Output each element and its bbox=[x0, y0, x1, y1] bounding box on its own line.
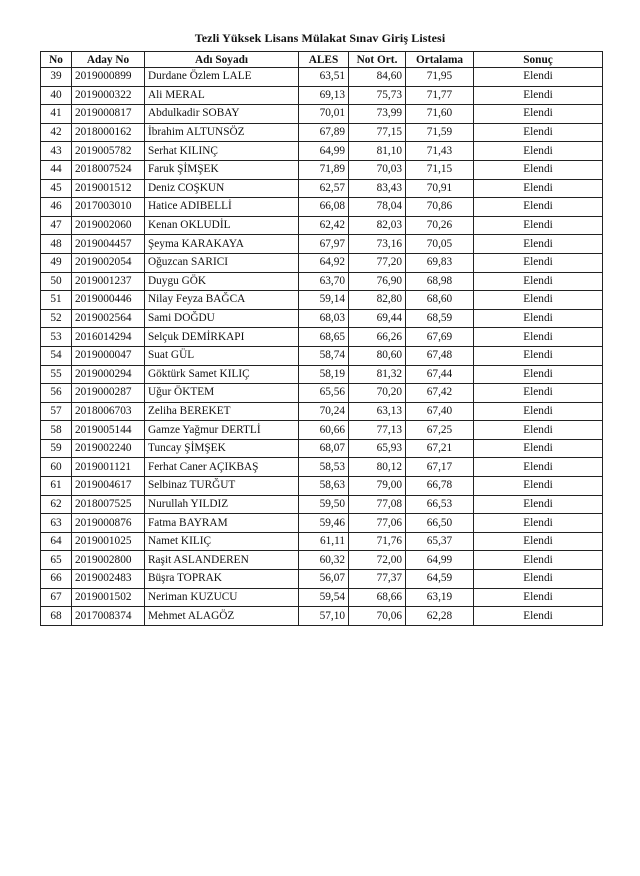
cell-name: Duygu GÖK bbox=[145, 272, 299, 291]
cell-no: 46 bbox=[41, 198, 72, 217]
cell-no: 41 bbox=[41, 105, 72, 124]
cell-no: 59 bbox=[41, 439, 72, 458]
cell-ortalama: 66,78 bbox=[406, 477, 474, 496]
cell-sonuc: Elendi bbox=[474, 291, 603, 310]
cell-no: 49 bbox=[41, 253, 72, 272]
cell-no: 42 bbox=[41, 123, 72, 142]
cell-aday-no: 2019004457 bbox=[72, 235, 145, 254]
cell-aday-no: 2019005782 bbox=[72, 142, 145, 161]
cell-ales: 58,63 bbox=[299, 477, 349, 496]
cell-aday-no: 2016014294 bbox=[72, 328, 145, 347]
cell-sonuc: Elendi bbox=[474, 198, 603, 217]
table-row bbox=[41, 458, 603, 477]
cell-no: 47 bbox=[41, 216, 72, 235]
cell-ortalama: 66,50 bbox=[406, 514, 474, 533]
column-header-ortalama: Ortalama bbox=[406, 52, 474, 68]
column-header-name: Adı Soyadı bbox=[145, 52, 299, 68]
cell-aday-no: 2019002800 bbox=[72, 551, 145, 570]
cell-name: Nilay Feyza BAĞCA bbox=[145, 291, 299, 310]
cell-no: 54 bbox=[41, 346, 72, 365]
cell-no: 60 bbox=[41, 458, 72, 477]
column-header-sonuc: Sonuç bbox=[474, 52, 603, 68]
cell-name: Tuncay ŞİMŞEK bbox=[145, 439, 299, 458]
cell-aday-no: 2019002564 bbox=[72, 309, 145, 328]
cell-sonuc: Elendi bbox=[474, 365, 603, 384]
cell-not-ort: 70,03 bbox=[349, 160, 406, 179]
column-header-ales: ALES bbox=[299, 52, 349, 68]
cell-sonuc: Elendi bbox=[474, 607, 603, 626]
cell-ales: 59,14 bbox=[299, 291, 349, 310]
cell-not-ort: 78,04 bbox=[349, 198, 406, 217]
cell-aday-no: 2017008374 bbox=[72, 607, 145, 626]
cell-name: Durdane Özlem LALE bbox=[145, 68, 299, 87]
table-row bbox=[41, 346, 603, 365]
cell-no: 68 bbox=[41, 607, 72, 626]
cell-no: 56 bbox=[41, 384, 72, 403]
cell-not-ort: 68,66 bbox=[349, 588, 406, 607]
cell-aday-no: 2019002060 bbox=[72, 216, 145, 235]
cell-ortalama: 66,53 bbox=[406, 495, 474, 514]
table-row bbox=[41, 365, 603, 384]
cell-sonuc: Elendi bbox=[474, 309, 603, 328]
cell-name: Mehmet ALAGÖZ bbox=[145, 607, 299, 626]
table-row bbox=[41, 495, 603, 514]
table-row bbox=[41, 123, 603, 142]
cell-sonuc: Elendi bbox=[474, 216, 603, 235]
cell-aday-no: 2019001512 bbox=[72, 179, 145, 198]
cell-ales: 70,01 bbox=[299, 105, 349, 124]
cell-sonuc: Elendi bbox=[474, 495, 603, 514]
cell-ortalama: 62,28 bbox=[406, 607, 474, 626]
cell-not-ort: 77,08 bbox=[349, 495, 406, 514]
cell-ortalama: 67,21 bbox=[406, 439, 474, 458]
cell-ortalama: 70,05 bbox=[406, 235, 474, 254]
cell-no: 43 bbox=[41, 142, 72, 161]
cell-ortalama: 67,25 bbox=[406, 421, 474, 440]
cell-sonuc: Elendi bbox=[474, 532, 603, 551]
cell-not-ort: 77,13 bbox=[349, 421, 406, 440]
cell-ales: 69,13 bbox=[299, 86, 349, 105]
table-row bbox=[41, 514, 603, 533]
cell-not-ort: 82,03 bbox=[349, 216, 406, 235]
cell-ales: 66,08 bbox=[299, 198, 349, 217]
cell-name: Kenan OKLUDİL bbox=[145, 216, 299, 235]
cell-ales: 60,66 bbox=[299, 421, 349, 440]
cell-not-ort: 72,00 bbox=[349, 551, 406, 570]
cell-no: 44 bbox=[41, 160, 72, 179]
cell-aday-no: 2019000876 bbox=[72, 514, 145, 533]
cell-aday-no: 2019002054 bbox=[72, 253, 145, 272]
cell-name: Abdulkadir SOBAY bbox=[145, 105, 299, 124]
table-row bbox=[41, 607, 603, 626]
cell-ales: 64,92 bbox=[299, 253, 349, 272]
cell-name: Deniz COŞKUN bbox=[145, 179, 299, 198]
cell-name: Faruk ŞİMŞEK bbox=[145, 160, 299, 179]
cell-no: 53 bbox=[41, 328, 72, 347]
table-row bbox=[41, 216, 603, 235]
cell-aday-no: 2018007524 bbox=[72, 160, 145, 179]
cell-name: Şeyma KARAKAYA bbox=[145, 235, 299, 254]
cell-name: Selçuk DEMİRKAPI bbox=[145, 328, 299, 347]
cell-name: Göktürk Samet KILIÇ bbox=[145, 365, 299, 384]
cell-not-ort: 70,06 bbox=[349, 607, 406, 626]
cell-ortalama: 67,40 bbox=[406, 402, 474, 421]
cell-name: Ferhat Caner AÇIKBAŞ bbox=[145, 458, 299, 477]
cell-ortalama: 70,86 bbox=[406, 198, 474, 217]
table-row bbox=[41, 142, 603, 161]
cell-name: Neriman KUZUCU bbox=[145, 588, 299, 607]
cell-not-ort: 81,10 bbox=[349, 142, 406, 161]
cell-ales: 68,07 bbox=[299, 439, 349, 458]
cell-no: 64 bbox=[41, 532, 72, 551]
cell-ortalama: 71,95 bbox=[406, 68, 474, 87]
cell-ortalama: 63,19 bbox=[406, 588, 474, 607]
table-row bbox=[41, 384, 603, 403]
cell-not-ort: 79,00 bbox=[349, 477, 406, 496]
cell-sonuc: Elendi bbox=[474, 179, 603, 198]
table-row bbox=[41, 86, 603, 105]
cell-not-ort: 80,60 bbox=[349, 346, 406, 365]
cell-ales: 61,11 bbox=[299, 532, 349, 551]
cell-aday-no: 2019001237 bbox=[72, 272, 145, 291]
cell-not-ort: 81,32 bbox=[349, 365, 406, 384]
cell-name: Oğuzcan SARICI bbox=[145, 253, 299, 272]
cell-ales: 70,24 bbox=[299, 402, 349, 421]
table-row bbox=[41, 551, 603, 570]
cell-sonuc: Elendi bbox=[474, 588, 603, 607]
cell-ales: 60,32 bbox=[299, 551, 349, 570]
cell-not-ort: 82,80 bbox=[349, 291, 406, 310]
cell-name: Selbinaz TURĞUT bbox=[145, 477, 299, 496]
table-row bbox=[41, 570, 603, 589]
table-row bbox=[41, 272, 603, 291]
table-row bbox=[41, 477, 603, 496]
cell-ortalama: 65,37 bbox=[406, 532, 474, 551]
table-row bbox=[41, 588, 603, 607]
cell-ortalama: 71,43 bbox=[406, 142, 474, 161]
table-body bbox=[41, 68, 603, 626]
cell-aday-no: 2019000817 bbox=[72, 105, 145, 124]
cell-no: 48 bbox=[41, 235, 72, 254]
cell-sonuc: Elendi bbox=[474, 384, 603, 403]
table-row bbox=[41, 439, 603, 458]
cell-ortalama: 71,15 bbox=[406, 160, 474, 179]
cell-no: 61 bbox=[41, 477, 72, 496]
cell-aday-no: 2019000047 bbox=[72, 346, 145, 365]
cell-name: Namet KILIÇ bbox=[145, 532, 299, 551]
cell-sonuc: Elendi bbox=[474, 123, 603, 142]
cell-ortalama: 68,98 bbox=[406, 272, 474, 291]
cell-no: 51 bbox=[41, 291, 72, 310]
cell-ales: 67,97 bbox=[299, 235, 349, 254]
cell-aday-no: 2019001025 bbox=[72, 532, 145, 551]
cell-ortalama: 69,83 bbox=[406, 253, 474, 272]
cell-not-ort: 66,26 bbox=[349, 328, 406, 347]
cell-name: Sami DOĞDU bbox=[145, 309, 299, 328]
cell-no: 58 bbox=[41, 421, 72, 440]
cell-name: Gamze Yağmur DERTLİ bbox=[145, 421, 299, 440]
cell-ales: 58,74 bbox=[299, 346, 349, 365]
cell-ales: 63,51 bbox=[299, 68, 349, 87]
cell-sonuc: Elendi bbox=[474, 272, 603, 291]
cell-ortalama: 70,26 bbox=[406, 216, 474, 235]
cell-not-ort: 71,76 bbox=[349, 532, 406, 551]
results-table bbox=[40, 51, 603, 626]
cell-no: 45 bbox=[41, 179, 72, 198]
column-header-no: No bbox=[41, 52, 72, 68]
cell-no: 55 bbox=[41, 365, 72, 384]
cell-name: Nurullah YILDIZ bbox=[145, 495, 299, 514]
cell-not-ort: 80,12 bbox=[349, 458, 406, 477]
table-row bbox=[41, 291, 603, 310]
cell-aday-no: 2018007525 bbox=[72, 495, 145, 514]
cell-no: 40 bbox=[41, 86, 72, 105]
cell-sonuc: Elendi bbox=[474, 570, 603, 589]
cell-not-ort: 65,93 bbox=[349, 439, 406, 458]
table-row bbox=[41, 68, 603, 87]
table-row bbox=[41, 179, 603, 198]
cell-not-ort: 73,99 bbox=[349, 105, 406, 124]
cell-not-ort: 83,43 bbox=[349, 179, 406, 198]
cell-ortalama: 71,60 bbox=[406, 105, 474, 124]
cell-aday-no: 2017003010 bbox=[72, 198, 145, 217]
cell-no: 62 bbox=[41, 495, 72, 514]
cell-sonuc: Elendi bbox=[474, 439, 603, 458]
cell-sonuc: Elendi bbox=[474, 421, 603, 440]
cell-not-ort: 77,06 bbox=[349, 514, 406, 533]
cell-aday-no: 2019004617 bbox=[72, 477, 145, 496]
cell-ales: 62,57 bbox=[299, 179, 349, 198]
cell-ortalama: 70,91 bbox=[406, 179, 474, 198]
cell-ortalama: 67,69 bbox=[406, 328, 474, 347]
cell-not-ort: 70,20 bbox=[349, 384, 406, 403]
cell-sonuc: Elendi bbox=[474, 328, 603, 347]
table-row bbox=[41, 328, 603, 347]
cell-aday-no: 2018006703 bbox=[72, 402, 145, 421]
cell-ales: 59,46 bbox=[299, 514, 349, 533]
cell-no: 65 bbox=[41, 551, 72, 570]
cell-name: Raşit ASLANDEREN bbox=[145, 551, 299, 570]
cell-name: Suat GÜL bbox=[145, 346, 299, 365]
cell-aday-no: 2019000287 bbox=[72, 384, 145, 403]
cell-aday-no: 2019000322 bbox=[72, 86, 145, 105]
cell-name: Serhat KILINÇ bbox=[145, 142, 299, 161]
cell-ortalama: 71,77 bbox=[406, 86, 474, 105]
cell-no: 67 bbox=[41, 588, 72, 607]
cell-ales: 57,10 bbox=[299, 607, 349, 626]
cell-ales: 58,53 bbox=[299, 458, 349, 477]
cell-no: 63 bbox=[41, 514, 72, 533]
cell-ales: 62,42 bbox=[299, 216, 349, 235]
cell-sonuc: Elendi bbox=[474, 514, 603, 533]
cell-ales: 68,03 bbox=[299, 309, 349, 328]
cell-ales: 63,70 bbox=[299, 272, 349, 291]
page-title: Tezli Yüksek Lisans Mülakat Sınav Giriş Listesi bbox=[194, 31, 446, 45]
cell-sonuc: Elendi bbox=[474, 458, 603, 477]
cell-aday-no: 2019005144 bbox=[72, 421, 145, 440]
cell-not-ort: 77,15 bbox=[349, 123, 406, 142]
cell-sonuc: Elendi bbox=[474, 142, 603, 161]
cell-sonuc: Elendi bbox=[474, 551, 603, 570]
column-header-aday-no: Aday No bbox=[72, 52, 145, 68]
cell-name: İbrahim ALTUNSÖZ bbox=[145, 123, 299, 142]
cell-aday-no: 2019002483 bbox=[72, 570, 145, 589]
cell-ales: 71,89 bbox=[299, 160, 349, 179]
cell-not-ort: 76,90 bbox=[349, 272, 406, 291]
cell-ales: 67,89 bbox=[299, 123, 349, 142]
cell-no: 50 bbox=[41, 272, 72, 291]
cell-not-ort: 73,16 bbox=[349, 235, 406, 254]
cell-ales: 64,99 bbox=[299, 142, 349, 161]
cell-ortalama: 67,42 bbox=[406, 384, 474, 403]
cell-sonuc: Elendi bbox=[474, 477, 603, 496]
cell-name: Fatma BAYRAM bbox=[145, 514, 299, 533]
cell-name: Ali MERAL bbox=[145, 86, 299, 105]
cell-not-ort: 69,44 bbox=[349, 309, 406, 328]
table-row bbox=[41, 402, 603, 421]
cell-not-ort: 75,73 bbox=[349, 86, 406, 105]
cell-ales: 58,19 bbox=[299, 365, 349, 384]
cell-ortalama: 67,48 bbox=[406, 346, 474, 365]
cell-sonuc: Elendi bbox=[474, 402, 603, 421]
cell-aday-no: 2019000446 bbox=[72, 291, 145, 310]
table-row bbox=[41, 160, 603, 179]
table-row bbox=[41, 532, 603, 551]
cell-name: Hatice ADIBELLİ bbox=[145, 198, 299, 217]
cell-sonuc: Elendi bbox=[474, 86, 603, 105]
table-header-row bbox=[41, 52, 603, 68]
table-row bbox=[41, 421, 603, 440]
cell-not-ort: 84,60 bbox=[349, 68, 406, 87]
cell-sonuc: Elendi bbox=[474, 346, 603, 365]
cell-name: Büşra TOPRAK bbox=[145, 570, 299, 589]
cell-ortalama: 71,59 bbox=[406, 123, 474, 142]
cell-ales: 65,56 bbox=[299, 384, 349, 403]
cell-not-ort: 77,37 bbox=[349, 570, 406, 589]
cell-ortalama: 68,60 bbox=[406, 291, 474, 310]
cell-no: 52 bbox=[41, 309, 72, 328]
cell-not-ort: 77,20 bbox=[349, 253, 406, 272]
cell-name: Zeliha BEREKET bbox=[145, 402, 299, 421]
cell-aday-no: 2019002240 bbox=[72, 439, 145, 458]
cell-name: Uğur ÖKTEM bbox=[145, 384, 299, 403]
cell-ortalama: 67,17 bbox=[406, 458, 474, 477]
cell-ortalama: 64,99 bbox=[406, 551, 474, 570]
cell-no: 57 bbox=[41, 402, 72, 421]
cell-ortalama: 68,59 bbox=[406, 309, 474, 328]
cell-ales: 59,50 bbox=[299, 495, 349, 514]
cell-sonuc: Elendi bbox=[474, 160, 603, 179]
table-row bbox=[41, 198, 603, 217]
column-header-not-ort: Not Ort. bbox=[349, 52, 406, 68]
cell-no: 39 bbox=[41, 68, 72, 87]
cell-ales: 59,54 bbox=[299, 588, 349, 607]
cell-ales: 68,65 bbox=[299, 328, 349, 347]
cell-no: 66 bbox=[41, 570, 72, 589]
table-row bbox=[41, 253, 603, 272]
cell-sonuc: Elendi bbox=[474, 253, 603, 272]
cell-ales: 56,07 bbox=[299, 570, 349, 589]
cell-ortalama: 64,59 bbox=[406, 570, 474, 589]
cell-aday-no: 2019000899 bbox=[72, 68, 145, 87]
table-row bbox=[41, 235, 603, 254]
table-row bbox=[41, 309, 603, 328]
cell-aday-no: 2019001121 bbox=[72, 458, 145, 477]
cell-aday-no: 2019001502 bbox=[72, 588, 145, 607]
cell-not-ort: 63,13 bbox=[349, 402, 406, 421]
cell-aday-no: 2019000294 bbox=[72, 365, 145, 384]
table-row bbox=[41, 105, 603, 124]
cell-ortalama: 67,44 bbox=[406, 365, 474, 384]
cell-sonuc: Elendi bbox=[474, 235, 603, 254]
cell-aday-no: 2018000162 bbox=[72, 123, 145, 142]
cell-sonuc: Elendi bbox=[474, 105, 603, 124]
cell-sonuc: Elendi bbox=[474, 68, 603, 87]
